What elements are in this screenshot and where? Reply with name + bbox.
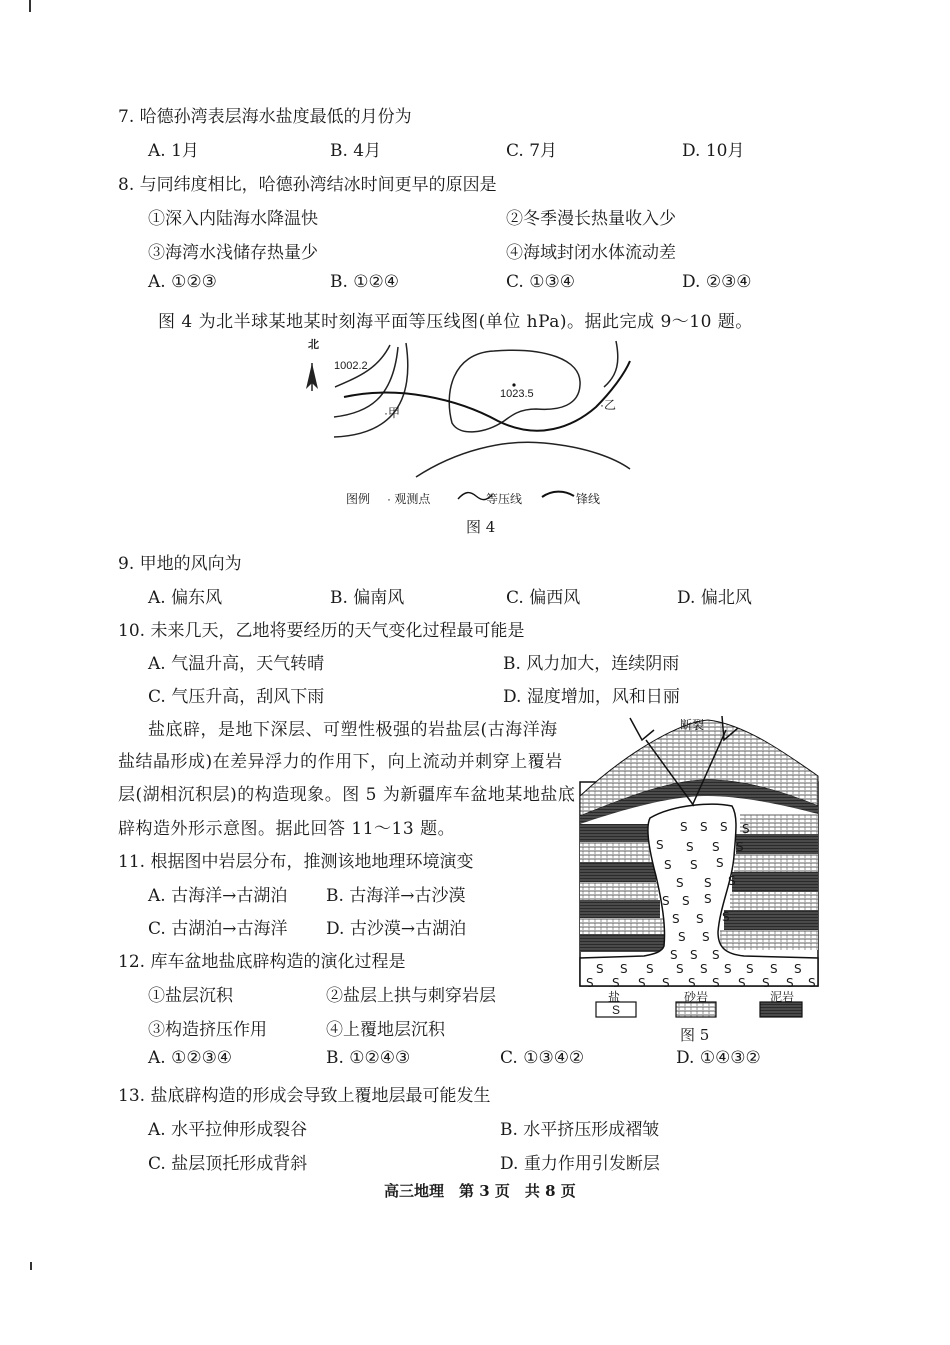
legend-front-icon	[542, 492, 574, 497]
q13-option-d: D. 重力作用引发断层	[500, 1154, 660, 1174]
q9-option-a: A. 偏东风	[148, 588, 223, 608]
q12-option-c: C. ①③④②	[500, 1048, 585, 1068]
salt-symbol-icon: S	[794, 962, 802, 976]
q10-option-c: C. 气压升高，刮风下雨	[148, 687, 325, 707]
salt-para-line-1: 盐底辟，是地下深层、可塑性极强的岩盐层(古海洋海	[148, 720, 558, 740]
q13-option-b: B. 水平挤压形成褶皱	[500, 1120, 660, 1140]
salt-symbol-icon: S	[738, 976, 746, 990]
salt-symbol-icon: S	[742, 822, 750, 836]
q12-option-d: D. ①④③②	[676, 1048, 761, 1068]
fig4-legend-label: 图例	[346, 492, 371, 506]
q7-option-c: C. 7月	[506, 141, 558, 161]
salt-symbol-icon: S	[676, 962, 684, 976]
salt-symbol-icon: S	[680, 820, 688, 834]
q8-item-2: ②冬季漫长热量收入少	[506, 209, 676, 229]
salt-symbol-icon: S	[712, 840, 720, 854]
salt-symbol-icon: S	[662, 894, 670, 908]
fig4-point-jia: ·甲	[384, 406, 400, 420]
salt-symbol-icon: S	[700, 820, 708, 834]
salt-symbol-icon: S	[664, 858, 672, 872]
fig4-pressure-high: 1023.5	[500, 388, 534, 400]
salt-symbol-icon: S	[722, 910, 730, 924]
q7-option-a: A. 1月	[148, 141, 199, 161]
q9-option-c: C. 偏西风	[506, 588, 581, 608]
salt-symbol-icon: S	[682, 894, 690, 908]
fig4-point-yi: ·乙	[600, 398, 616, 412]
q9-stem: 9. 甲地的风向为	[118, 554, 242, 574]
salt-symbol-icon: S	[596, 962, 604, 976]
q8-option-d: D. ②③④	[682, 272, 752, 292]
q7-stem: 7. 哈德孙湾表层海水盐度最低的月份为	[118, 107, 412, 127]
salt-symbol-icon: S	[704, 876, 712, 890]
observation-point-high	[512, 383, 515, 386]
q12-item-1: ①盐层沉积	[148, 986, 233, 1006]
scan-mark-bottom	[30, 1262, 32, 1270]
salt-symbol-icon: S	[724, 962, 732, 976]
q8-stem: 8. 与同纬度相比，哈德孙湾结冰时间更早的原因是	[118, 175, 497, 195]
fig4-intro: 图 4 为北半球某地某时刻海平面等压线图(单位 hPa)。据此完成 9～10 题。	[158, 312, 753, 332]
q13-option-c: C. 盐层顶托形成背斜	[148, 1154, 308, 1174]
salt-symbol-icon: S	[656, 838, 664, 852]
q11-option-a: A. 古海洋→古湖泊	[148, 886, 288, 906]
q12-item-2: ②盐层上拱与刺穿岩层	[326, 986, 496, 1006]
q12-option-a: A. ①②③④	[148, 1048, 233, 1068]
salt-symbol-icon: S	[696, 912, 704, 926]
fig4-caption: 图 4	[466, 518, 496, 536]
salt-symbol-icon: S	[586, 976, 594, 990]
salt-symbol-icon: S	[762, 976, 770, 990]
q11-option-b: B. 古海洋→古沙漠	[326, 886, 466, 906]
salt-symbol-icon: S	[746, 962, 754, 976]
isobar-line	[416, 442, 630, 477]
salt-symbol-icon: S	[672, 912, 680, 926]
q7-option-b: B. 4月	[330, 141, 382, 161]
fig4-north-label: 北	[308, 338, 319, 351]
salt-symbol-icon: S	[712, 948, 720, 962]
salt-symbol-icon: S	[728, 874, 736, 888]
fig5-legend-salt: 盐	[608, 990, 621, 1004]
q7-option-d: D. 10月	[682, 141, 745, 161]
salt-symbol-icon: S	[702, 930, 710, 944]
salt-symbol-icon: S	[704, 892, 712, 906]
fig4-legend-point: · 观测点	[387, 492, 431, 506]
fig5-legend-salt-symbol: S	[612, 1003, 621, 1017]
q10-stem: 10. 未来几天，乙地将要经历的天气变化过程最可能是	[118, 621, 525, 641]
fig4-pressure-low: 1002.2	[334, 360, 368, 372]
salt-symbol-icon: S	[690, 948, 698, 962]
salt-symbol-icon: S	[678, 930, 686, 944]
salt-symbol-icon: S	[736, 840, 744, 854]
salt-symbol-icon: S	[690, 858, 698, 872]
scan-mark-top	[29, 0, 31, 12]
q13-stem: 13. 盐底辟构造的形成会导致上覆地层最可能发生	[118, 1086, 491, 1106]
salt-symbol-icon: S	[700, 962, 708, 976]
salt-symbol-icon: S	[646, 962, 654, 976]
q8-item-1: ①深入内陆海水降温快	[148, 209, 318, 229]
salt-para-line-4: 辟构造外形示意图。据此回答 11～13 题。	[118, 819, 456, 839]
salt-symbol-icon: S	[720, 820, 728, 834]
salt-symbol-icon: S	[712, 976, 720, 990]
q10-option-d: D. 湿度增加，风和日丽	[503, 687, 680, 707]
q12-option-b: B. ①②④③	[326, 1048, 411, 1068]
q8-option-c: C. ①③④	[506, 272, 575, 292]
salt-symbol-icon: S	[612, 976, 620, 990]
fig5-caption: 图 5	[680, 1026, 710, 1044]
salt-symbol-icon: S	[688, 976, 696, 990]
salt-symbol-icon: S	[716, 856, 724, 870]
salt-symbol-icon: S	[676, 876, 684, 890]
q8-option-a: A. ①②③	[148, 272, 217, 292]
isobar-line	[604, 341, 618, 387]
q11-option-d: D. 古沙漠→古湖泊	[326, 919, 467, 939]
q12-item-3: ③构造挤压作用	[148, 1020, 267, 1040]
salt-symbol-icon: S	[786, 976, 794, 990]
q12-item-4: ④上覆地层沉积	[326, 1020, 445, 1040]
q8-option-b: B. ①②④	[330, 272, 400, 292]
salt-para-line-2: 盐结晶形成)在差异浮力的作用下，向上流动并刺穿上覆岩	[118, 752, 563, 772]
q9-option-d: D. 偏北风	[677, 588, 752, 608]
salt-para-line-3: 层(湖相沉积层)的构造现象。图 5 为新疆库车盆地某地盐底	[118, 785, 576, 805]
q11-option-c: C. 古湖泊→古海洋	[148, 919, 288, 939]
q12-stem: 12. 库车盆地盐底辟构造的演化过程是	[118, 952, 406, 972]
q8-item-4: ④海域封闭水体流动差	[506, 243, 676, 263]
fig5-legend-sandstone: 砂岩	[684, 990, 709, 1004]
q8-item-3: ③海湾水浅储存热量少	[148, 243, 318, 263]
q9-option-b: B. 偏南风	[330, 588, 405, 608]
fig5-legend-mudstone: 泥岩	[770, 990, 795, 1004]
salt-symbol-icon: S	[686, 840, 694, 854]
salt-symbol-icon: S	[662, 976, 670, 990]
fig4-legend-isobar: 等压线	[486, 492, 523, 506]
salt-symbol-icon: S	[638, 976, 646, 990]
salt-symbol-icon: S	[620, 962, 628, 976]
q10-option-b: B. 风力加大，连续阴雨	[503, 654, 680, 674]
q11-stem: 11. 根据图中岩层分布，推测该地地理环境演变	[118, 852, 474, 872]
fig5-fault-label: 断裂	[680, 718, 705, 732]
salt-symbol-icon: S	[770, 962, 778, 976]
fig4-legend-front: 锋线	[576, 492, 601, 506]
salt-symbol-icon: S	[670, 948, 678, 962]
page-footer: 高三地理 第 3 页 共 8 页	[384, 1182, 576, 1200]
q10-option-a: A. 气温升高，天气转晴	[148, 654, 325, 674]
salt-symbol-icon: S	[808, 976, 816, 990]
q13-option-a: A. 水平拉伸形成裂谷	[148, 1120, 308, 1140]
